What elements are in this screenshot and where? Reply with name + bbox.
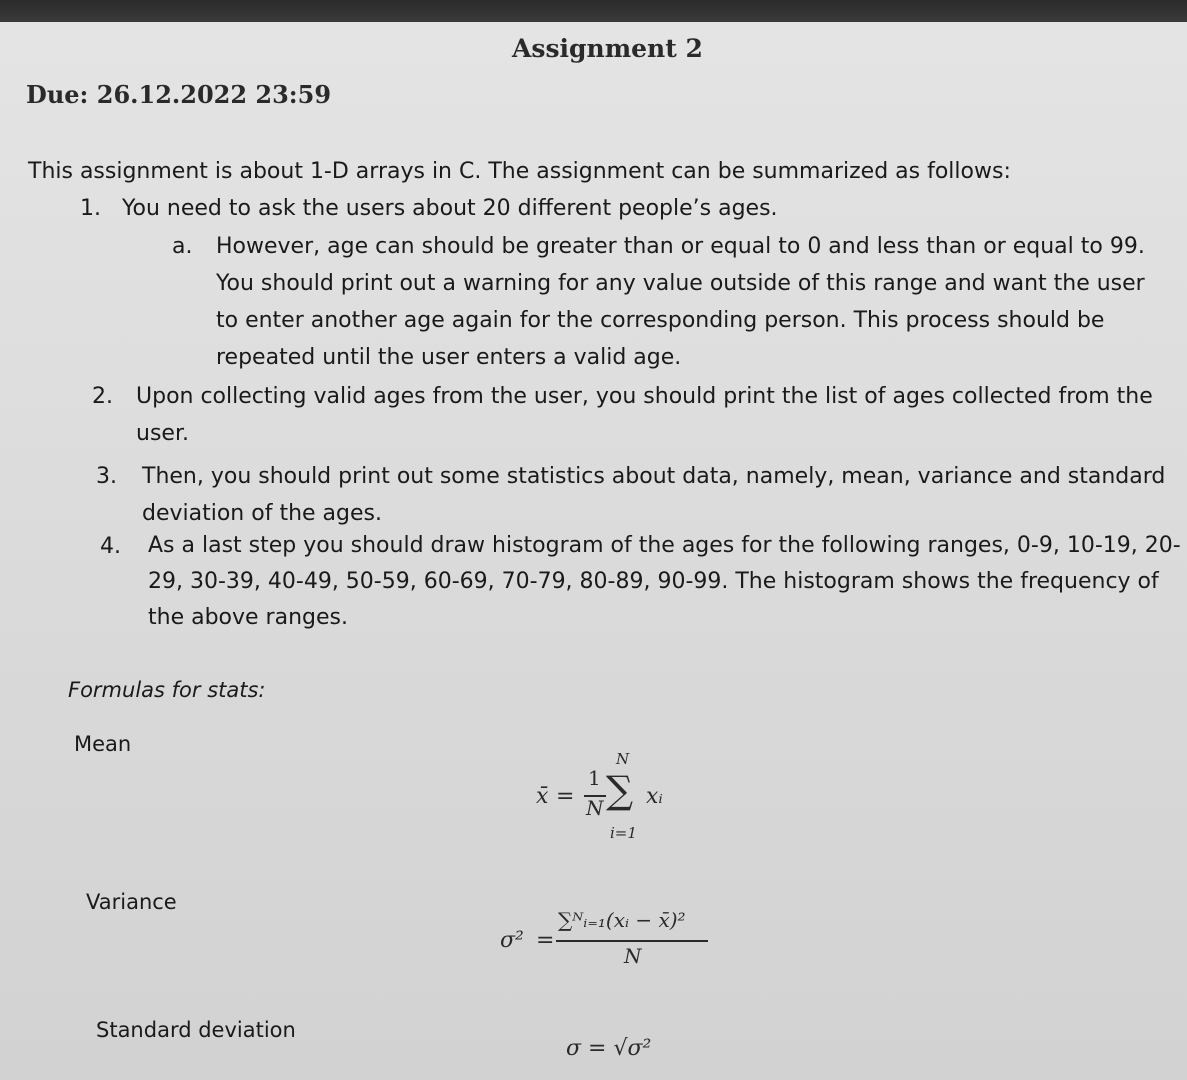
fraction-bar — [556, 940, 708, 942]
due-date: Due: 26.12.2022 23:59 — [26, 80, 332, 109]
list-item-text: repeated until the user enters a valid age. — [216, 345, 682, 370]
variance-formula — [500, 908, 720, 974]
list-item-text: You need to ask the users about 20 different people’s ages. — [122, 196, 778, 221]
sigma-symbol: ∑ — [606, 768, 634, 812]
list-item-text: 29, 30-39, 40-49, 50-59, 60-69, 70-79, 80-89, 90-99. The histogram shows the frequency of — [148, 569, 1159, 594]
list-item-text: deviation of the ages. — [142, 501, 382, 526]
list-number: 1. — [80, 196, 101, 221]
fraction-denominator: N — [586, 796, 604, 820]
list-item-text: Upon collecting valid ages from the user, you should print the list of ages collected from the — [136, 384, 1153, 409]
fraction-denominator: N — [624, 944, 642, 968]
fraction-numerator: 1 — [588, 766, 601, 790]
document-page — [0, 22, 1187, 1080]
variance-label: Variance — [86, 890, 177, 914]
list-item-text: the above ranges. — [148, 605, 348, 630]
list-item-text: You should print out a warning for any value outside of this range and want the user — [216, 271, 1145, 296]
intro-paragraph: This assignment is about 1-D arrays in C. The assignment can be summarized as follows: — [28, 159, 1011, 184]
document-title: Assignment 2 — [512, 34, 703, 63]
list-item-text: As a last step you should draw histogram of the ages for the following ranges, 0-9, 10-19, 20- — [148, 533, 1181, 558]
equals-sign: = — [536, 928, 555, 953]
list-number: 3. — [96, 464, 117, 489]
sum-lower-limit: i=1 — [610, 824, 637, 842]
list-item-text: to enter another age again for the corresponding person. This process should be — [216, 308, 1105, 333]
list-item-text: user. — [136, 421, 189, 446]
window-top-bar — [0, 0, 1187, 22]
formulas-heading: Formulas for stats: — [68, 678, 266, 702]
mean-symbol: x̄ — [536, 784, 549, 809]
std-formula: σ = √σ² — [566, 1036, 652, 1061]
variance-symbol: σ² — [500, 928, 524, 953]
fraction-numerator: ∑ᴺᵢ₌₁(xᵢ − x̄)² — [558, 908, 686, 932]
list-item-text: Then, you should print out some statistics about data, namely, mean, variance and standard — [142, 464, 1166, 489]
sum-term: xᵢ — [646, 784, 663, 809]
list-item-text: However, age can should be greater than or equal to 0 and less than or equal to 99. — [216, 234, 1145, 259]
std-label: Standard deviation — [96, 1018, 296, 1042]
equals-sign: = — [556, 784, 575, 809]
sum-upper-limit: N — [616, 750, 630, 768]
list-number: 4. — [100, 534, 121, 559]
mean-label: Mean — [74, 732, 132, 756]
list-letter: a. — [172, 234, 193, 259]
mean-formula — [536, 750, 696, 850]
list-number: 2. — [92, 384, 113, 409]
